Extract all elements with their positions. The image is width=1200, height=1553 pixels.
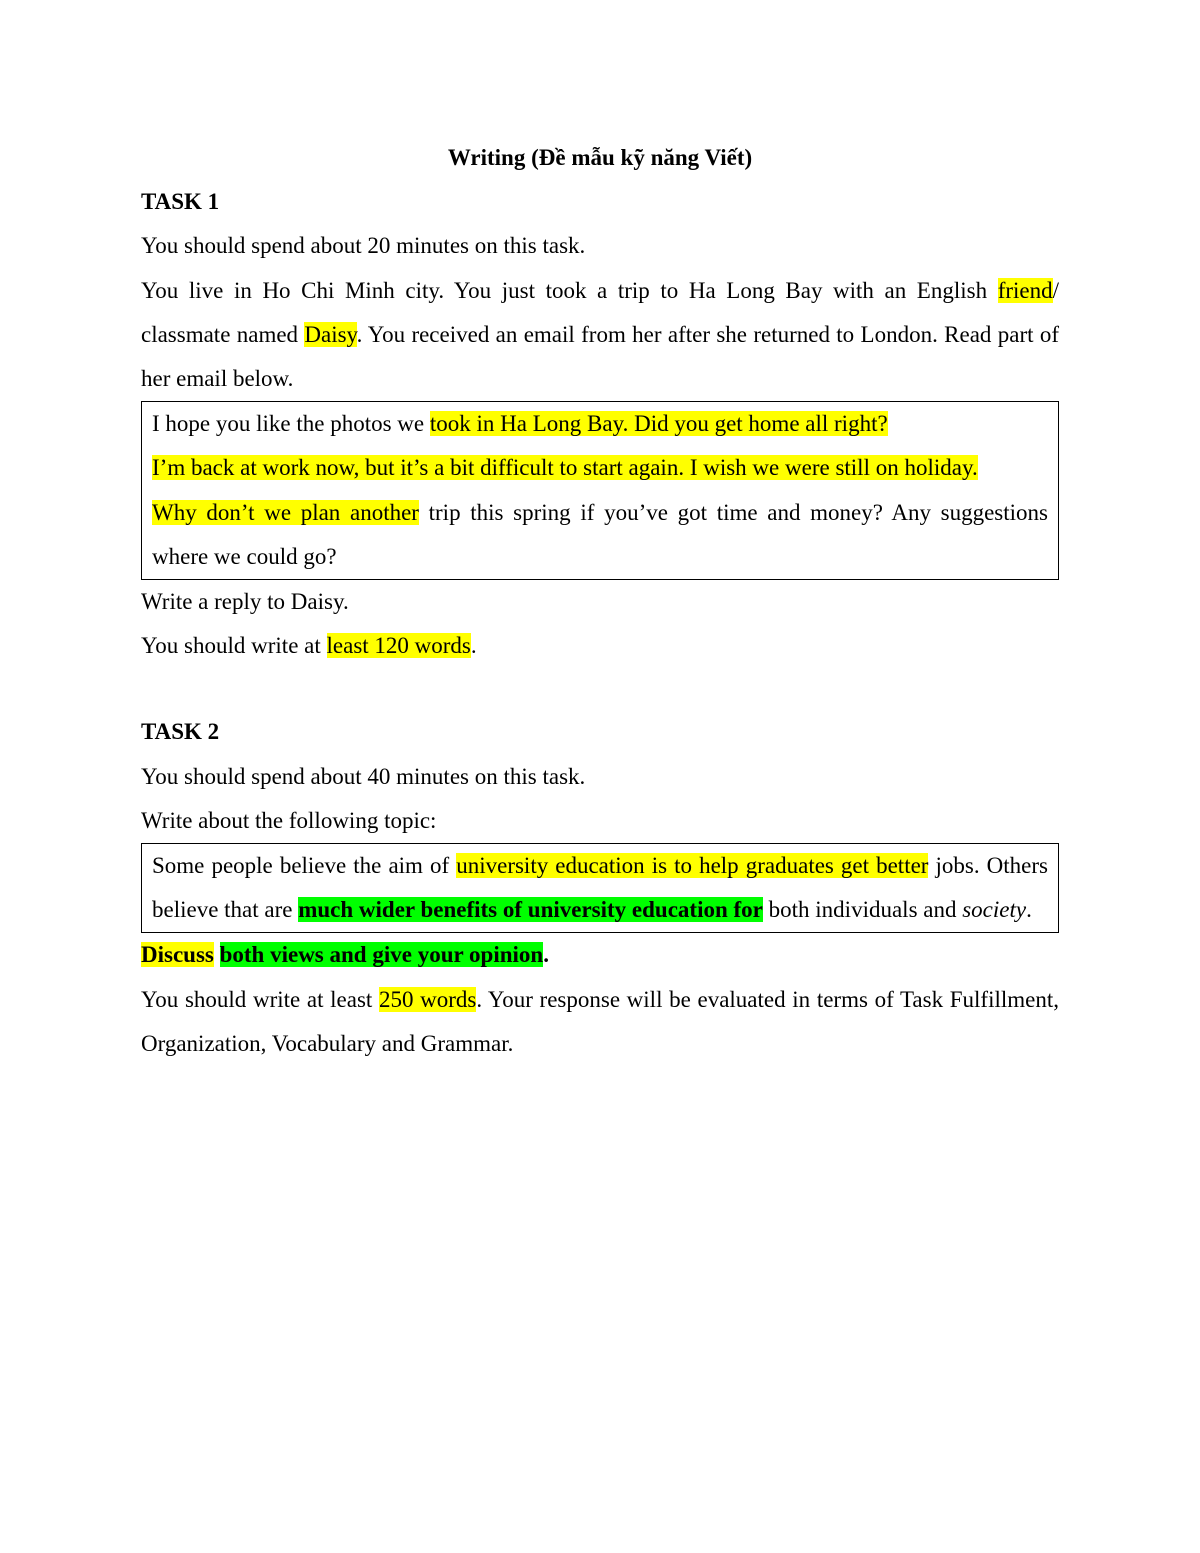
email-line-1-highlight: took in Ha Long Bay. Did you get home all right?: [429, 411, 888, 437]
task2-word-count-text-2: . Your response will be evaluated in terms of Task Fulfillment, Organization, Vocabulary and Grammar.: [141, 986, 1059, 1056]
task2-discuss-highlight-yellow: Discuss: [141, 942, 214, 968]
task2-word-count-text-1: You should write at least: [141, 986, 379, 1012]
document-title: Writing (Đề mẫu kỹ năng Viết): [447, 145, 753, 170]
task2-topic-highlight-green: much wider benefits of university education for: [298, 897, 763, 923]
task2-heading: TASK 2: [141, 719, 220, 745]
task2-topic-text-2: jobs. Others believe that are: [152, 853, 1048, 923]
task1-intro-highlight-daisy: Daisy: [304, 321, 357, 347]
task2-topic-highlight-yellow: university education is to help graduates get better: [456, 853, 929, 879]
task1-intro-text-2: / classmate named: [141, 277, 1059, 347]
task1-reply-instruction: Write a reply to Daisy.: [141, 589, 349, 615]
task2-topic-text-3: both individuals and: [762, 897, 963, 923]
task1-heading: TASK 1: [141, 189, 220, 215]
task1-time: You should spend about 20 minutes on this task.: [141, 233, 586, 259]
task2-topic-italic-society: society: [962, 897, 1027, 923]
task2-topic: [152, 844, 1048, 932]
task1-email-box: [141, 401, 1059, 580]
task2-topic-box: [141, 843, 1059, 933]
task2-discuss-end: .: [543, 942, 549, 968]
document-page: [141, 136, 1059, 1066]
task1-word-count-text-2: .: [470, 633, 477, 659]
task1-word-count-text-1: You should write at: [141, 633, 327, 659]
email-line-2-highlight: I’m back at work now, but it’s a bit difficult to start again. I wish we were still on holiday.: [152, 455, 978, 481]
task1-intro-highlight-friend: friend: [997, 277, 1053, 303]
task2-word-count: [141, 978, 1059, 1066]
email-line-3-text: trip this spring if you’ve got time and money? Any suggestions where we could go?: [152, 499, 1048, 569]
task2-discuss-highlight-green: both views and give your opinion: [219, 942, 544, 968]
email-line-3-highlight: Why don’t we plan another: [152, 499, 419, 525]
task1-intro: [141, 269, 1059, 402]
task2-discuss: [141, 933, 1059, 977]
task2-topic-text-1: Some people believe the aim of: [152, 853, 457, 879]
task1-intro-text-3: . You received an email from her after she returned to London. Read part of her email below.: [141, 321, 1059, 392]
task1-intro-text-1: You live in Ho Chi Minh city. You just took a trip to Ha Long Bay with an English: [141, 277, 998, 303]
task1-word-count: [141, 624, 1059, 668]
task2-word-count-highlight: 250 words: [378, 986, 477, 1012]
section-gap: [141, 668, 1059, 710]
email-line-1: [152, 402, 1048, 446]
email-line-1-text: I hope you like the photos we: [152, 411, 430, 437]
task2-time: You should spend about 40 minutes on this task.: [141, 763, 586, 789]
task2-topic-text-4: .: [1026, 897, 1032, 923]
task1-word-count-highlight: least 120 words: [326, 633, 471, 659]
task2-topic-intro: Write about the following topic:: [141, 807, 437, 833]
email-line-2: [152, 446, 1048, 490]
email-line-3: [152, 491, 1048, 579]
